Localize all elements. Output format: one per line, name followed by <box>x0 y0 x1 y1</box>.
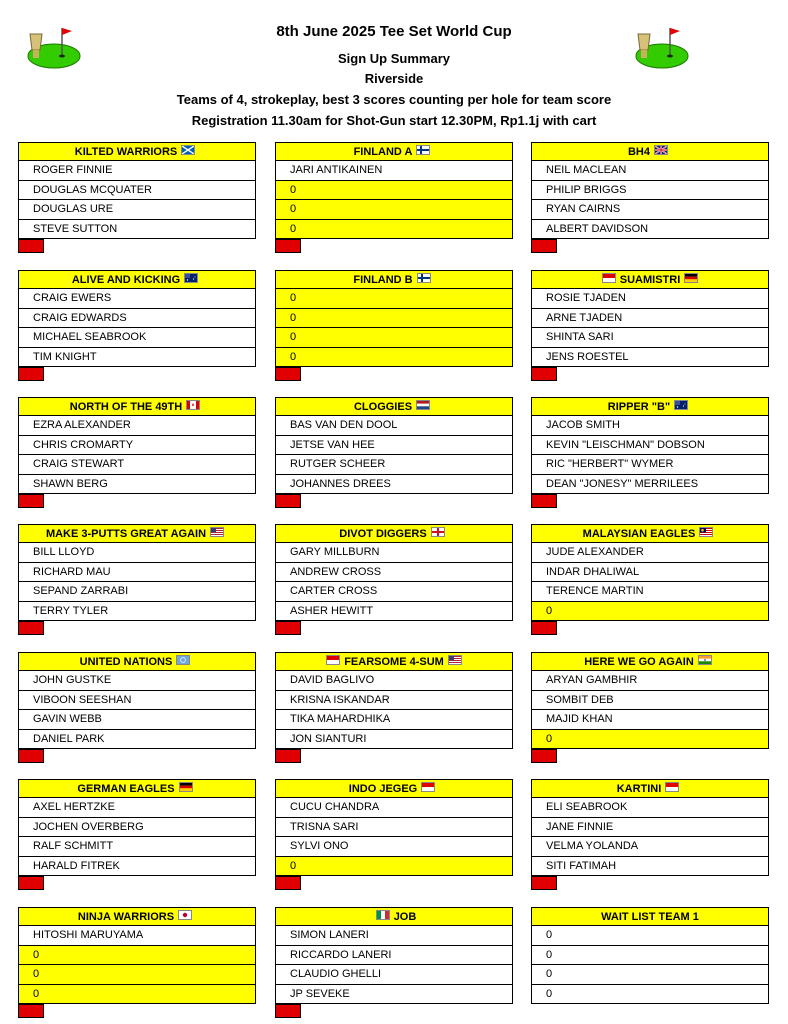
japan-flag-icon <box>178 910 192 920</box>
player-slot: GARY MILLBURN <box>275 543 513 563</box>
germany-flag-icon <box>179 782 193 792</box>
team-card <box>18 142 256 253</box>
team-status-marker <box>531 367 557 381</box>
player-slot: SITI FATIMAH <box>531 857 769 877</box>
team-status-marker <box>275 494 301 508</box>
finland-flag-icon <box>417 273 431 283</box>
team-card <box>531 397 769 508</box>
team-card <box>18 524 256 635</box>
venue-label: Riverside <box>364 71 424 86</box>
team-status-marker <box>531 876 557 890</box>
player-slot: 0 <box>531 985 769 1005</box>
team-name-header <box>531 524 769 543</box>
team-name-header <box>275 142 513 161</box>
italy-flag-icon <box>376 910 390 920</box>
player-slot: 0 <box>275 220 513 240</box>
team-card <box>531 270 769 381</box>
player-slot: 0 <box>275 328 513 348</box>
team-name-label: KARTINI <box>616 783 662 795</box>
team-card <box>275 907 513 1018</box>
team-name-label: CLOGGIES <box>353 401 413 413</box>
player-slot: JARI ANTIKAINEN <box>275 161 513 181</box>
player-slot: CARTER CROSS <box>275 582 513 602</box>
team-name-label: FEARSOME 4-SUM <box>344 656 444 668</box>
player-slot: EZRA ALEXANDER <box>18 416 256 436</box>
player-slot: HARALD FITREK <box>18 857 256 877</box>
team-name-header <box>531 270 769 289</box>
team-status-marker <box>531 749 557 763</box>
team-name-label: WAIT LIST TEAM 1 <box>601 911 699 923</box>
team-name-header <box>275 779 513 798</box>
finland-flag-icon <box>416 145 430 155</box>
player-slot: MAJID KHAN <box>531 710 769 730</box>
player-slot: JOCHEN OVERBERG <box>18 818 256 838</box>
team-name-header <box>18 524 256 543</box>
india-flag-icon <box>698 655 712 665</box>
team-status-marker <box>18 1004 44 1018</box>
player-slot: STEVE SUTTON <box>18 220 256 240</box>
team-name-header <box>18 907 256 926</box>
team-card <box>531 524 769 635</box>
player-slot: SHINTA SARI <box>531 328 769 348</box>
team-status-marker <box>275 749 301 763</box>
team-card <box>18 907 256 1018</box>
player-slot: CHRIS CROMARTY <box>18 436 256 456</box>
team-name-label: FINLAND A <box>353 146 413 158</box>
team-name-label: FINLAND B <box>353 274 413 286</box>
player-slot: RYAN CAIRNS <box>531 200 769 220</box>
player-slot: KRISNA ISKANDAR <box>275 691 513 711</box>
player-slot: TRISNA SARI <box>275 818 513 838</box>
player-slot: VIBOON SEESHAN <box>18 691 256 711</box>
player-slot: ROSIE TJADEN <box>531 289 769 309</box>
team-status-marker <box>275 239 301 253</box>
team-name-label: KILTED WARRIORS <box>74 146 178 158</box>
player-slot: BAS VAN DEN DOOL <box>275 416 513 436</box>
player-slot: DEAN "JONESY" MERRILEES <box>531 475 769 495</box>
team-name-label: JOB <box>393 911 417 923</box>
usa-flag-icon <box>448 655 462 665</box>
team-status-marker <box>531 494 557 508</box>
player-slot: 0 <box>275 181 513 201</box>
player-slot: 0 <box>18 946 256 966</box>
player-slot: JON SIANTURI <box>275 730 513 750</box>
team-status-marker <box>275 621 301 635</box>
team-name-header <box>18 779 256 798</box>
player-slot: SIMON LANERI <box>275 926 513 946</box>
team-name-header <box>18 397 256 416</box>
format-description: Teams of 4, strokeplay, best 3 scores counting per hole for team score <box>176 92 612 107</box>
indonesia-flag-icon <box>665 782 679 792</box>
player-slot: SYLVI ONO <box>275 837 513 857</box>
player-slot: MICHAEL SEABROOK <box>18 328 256 348</box>
player-slot: ASHER HEWITT <box>275 602 513 622</box>
player-slot: INDAR DHALIWAL <box>531 563 769 583</box>
document-header <box>0 0 788 140</box>
player-slot: VELMA YOLANDA <box>531 837 769 857</box>
usa-flag-icon <box>210 527 224 537</box>
player-slot: 0 <box>18 965 256 985</box>
player-slot: AXEL HERTZKE <box>18 798 256 818</box>
player-slot: PHILIP BRIGGS <box>531 181 769 201</box>
player-slot: ALBERT DAVIDSON <box>531 220 769 240</box>
player-slot: TIKA MAHARDHIKA <box>275 710 513 730</box>
player-slot: ANDREW CROSS <box>275 563 513 583</box>
team-card <box>18 652 256 763</box>
team-status-marker <box>275 876 301 890</box>
player-slot: CLAUDIO GHELLI <box>275 965 513 985</box>
player-slot: CRAIG STEWART <box>18 455 256 475</box>
player-slot: 0 <box>275 289 513 309</box>
team-card <box>531 907 769 1004</box>
player-slot: SOMBIT DEB <box>531 691 769 711</box>
team-name-label: INDO JEGEG <box>348 783 418 795</box>
team-status-marker <box>275 367 301 381</box>
player-slot: DOUGLAS MCQUATER <box>18 181 256 201</box>
team-name-label: MALAYSIAN EAGLES <box>582 528 696 540</box>
australia-flag-icon <box>184 273 198 283</box>
team-card <box>18 270 256 381</box>
team-name-label: GERMAN EAGLES <box>77 783 175 795</box>
player-slot: RICHARD MAU <box>18 563 256 583</box>
player-slot: 0 <box>531 965 769 985</box>
team-card <box>18 779 256 890</box>
team-name-header <box>531 907 769 926</box>
team-status-marker <box>18 239 44 253</box>
team-name-header <box>531 779 769 798</box>
team-name-header <box>18 142 256 161</box>
australia-flag-icon <box>674 400 688 410</box>
player-slot: TERENCE MARTIN <box>531 582 769 602</box>
player-slot: CUCU CHANDRA <box>275 798 513 818</box>
player-slot: JP SEVEKE <box>275 985 513 1005</box>
player-slot: RALF SCHMITT <box>18 837 256 857</box>
team-card <box>531 779 769 890</box>
player-slot: DAVID BAGLIVO <box>275 671 513 691</box>
player-slot: SEPAND ZARRABI <box>18 582 256 602</box>
team-name-label: HERE WE GO AGAIN <box>584 656 694 668</box>
player-slot: DOUGLAS URE <box>18 200 256 220</box>
page-subtitle: Sign Up Summary <box>338 51 450 66</box>
team-name-label: NINJA WARRIORS <box>77 911 175 923</box>
team-name-header <box>18 270 256 289</box>
team-name-header <box>275 524 513 543</box>
team-name-label: MAKE 3-PUTTS GREAT AGAIN <box>45 528 207 540</box>
player-slot: 0 <box>531 602 769 622</box>
team-name-label: BH4 <box>627 146 650 158</box>
player-slot: 0 <box>275 200 513 220</box>
player-slot: JOHN GUSTKE <box>18 671 256 691</box>
page-title: 8th June 2025 Tee Set World Cup <box>276 23 512 40</box>
uk-flag-icon <box>654 145 668 155</box>
team-name-header <box>531 397 769 416</box>
team-name-header <box>531 142 769 161</box>
team-card <box>531 652 769 763</box>
team-name-header <box>275 270 513 289</box>
player-slot: CRAIG EDWARDS <box>18 309 256 329</box>
player-slot: SHAWN BERG <box>18 475 256 495</box>
team-card <box>275 524 513 635</box>
team-name-header <box>275 397 513 416</box>
player-slot: CRAIG EWERS <box>18 289 256 309</box>
germany-flag-icon <box>684 273 698 283</box>
team-card <box>275 779 513 890</box>
team-name-label: ALIVE AND KICKING <box>71 274 181 286</box>
team-card <box>275 652 513 763</box>
un-flag-icon <box>176 655 190 665</box>
player-slot: ELI SEABROOK <box>531 798 769 818</box>
player-slot: RICCARDO LANERI <box>275 946 513 966</box>
player-slot: 0 <box>531 926 769 946</box>
team-status-marker <box>531 621 557 635</box>
player-slot: 0 <box>531 730 769 750</box>
player-slot: JENS ROESTEL <box>531 348 769 368</box>
player-slot: HITOSHI MARUYAMA <box>18 926 256 946</box>
player-slot: GAVIN WEBB <box>18 710 256 730</box>
player-slot: 0 <box>275 857 513 877</box>
player-slot: RIC "HERBERT" WYMER <box>531 455 769 475</box>
indonesia-flag-icon <box>602 273 616 283</box>
player-slot: NEIL MACLEAN <box>531 161 769 181</box>
team-card <box>531 142 769 253</box>
team-card <box>275 142 513 253</box>
team-name-header <box>18 652 256 671</box>
england-flag-icon <box>431 527 445 537</box>
team-name-label: NORTH OF THE 49TH <box>69 401 183 413</box>
team-name-header <box>275 907 513 926</box>
team-status-marker <box>275 1004 301 1018</box>
team-name-label: DIVOT DIGGERS <box>339 528 427 540</box>
player-slot: 0 <box>18 985 256 1005</box>
team-card <box>18 397 256 508</box>
player-slot: ROGER FINNIE <box>18 161 256 181</box>
player-slot: ARYAN GAMBHIR <box>531 671 769 691</box>
registration-info: Registration 11.30am for Shot-Gun start 12.30PM, Rp1.1j with cart <box>191 113 597 128</box>
player-slot: JETSE VAN HEE <box>275 436 513 456</box>
malaysia-flag-icon <box>699 527 713 537</box>
canada-flag-icon <box>186 400 200 410</box>
scotland-flag-icon <box>181 145 195 155</box>
player-slot: JUDE ALEXANDER <box>531 543 769 563</box>
player-slot: BILL LLOYD <box>18 543 256 563</box>
player-slot: JOHANNES DREES <box>275 475 513 495</box>
player-slot: TERRY TYLER <box>18 602 256 622</box>
player-slot: JACOB SMITH <box>531 416 769 436</box>
player-slot: JANE FINNIE <box>531 818 769 838</box>
team-status-marker <box>531 239 557 253</box>
player-slot: KEVIN "LEISCHMAN" DOBSON <box>531 436 769 456</box>
player-slot: DANIEL PARK <box>18 730 256 750</box>
team-name-header <box>275 652 513 671</box>
team-status-marker <box>18 367 44 381</box>
indonesia-flag-icon <box>421 782 435 792</box>
player-slot: RUTGER SCHEER <box>275 455 513 475</box>
player-slot: ARNE TJADEN <box>531 309 769 329</box>
team-status-marker <box>18 876 44 890</box>
indonesia-flag-icon <box>326 655 340 665</box>
team-card <box>275 397 513 508</box>
player-slot: 0 <box>275 309 513 329</box>
netherlands-flag-icon <box>416 400 430 410</box>
team-status-marker <box>18 494 44 508</box>
player-slot: 0 <box>531 946 769 966</box>
team-name-header <box>531 652 769 671</box>
team-card <box>275 270 513 381</box>
player-slot: 0 <box>275 348 513 368</box>
player-slot: TIM KNIGHT <box>18 348 256 368</box>
team-name-label: UNITED NATIONS <box>79 656 173 668</box>
team-status-marker <box>18 749 44 763</box>
team-name-label: SUAMISTRI <box>619 274 681 286</box>
team-name-label: RIPPER "B" <box>607 401 671 413</box>
team-status-marker <box>18 621 44 635</box>
